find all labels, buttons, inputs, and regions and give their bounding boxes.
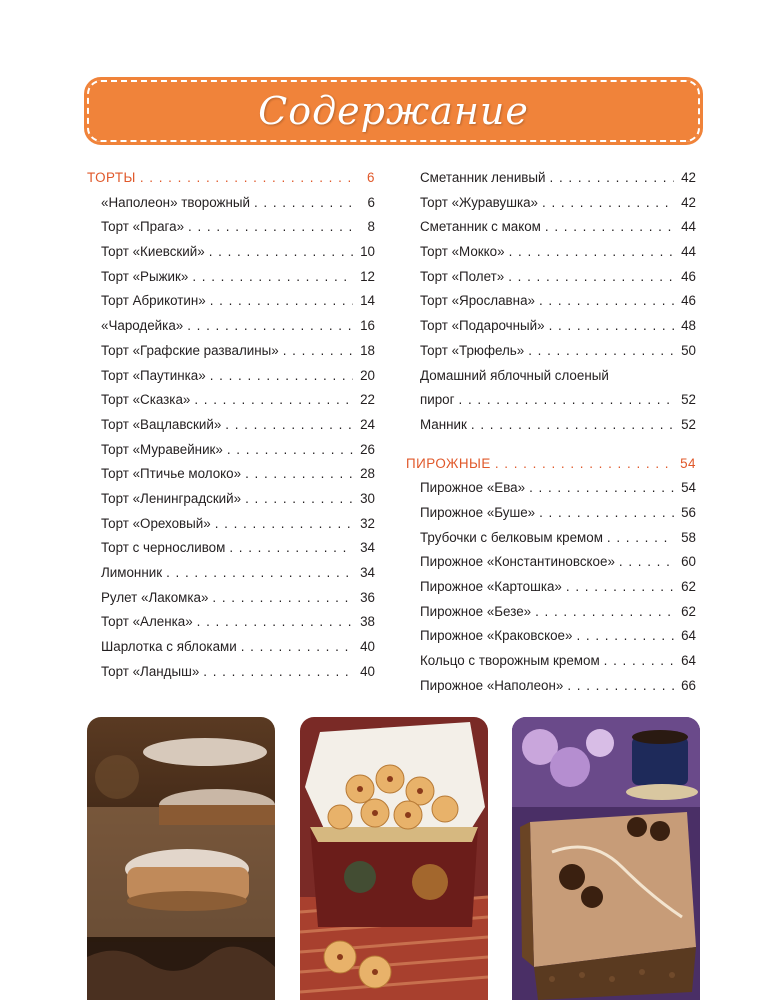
- toc-entry-page: 8: [367, 219, 375, 235]
- toc-leader-dots: [225, 413, 353, 438]
- toc-entry-page: 20: [360, 367, 375, 383]
- toc-leader-dots: [241, 635, 353, 660]
- toc-entry[interactable]: [406, 600, 696, 625]
- toc-entry-title: Шарлотка с яблоками: [101, 639, 237, 655]
- leningrad-cake-photo: [512, 717, 700, 1000]
- toc-entry-title: Манник: [420, 416, 467, 432]
- toc-leader-dots: [550, 166, 674, 191]
- toc-leader-dots: [187, 314, 353, 339]
- toc-entry-title: Торт «Сказка»: [101, 392, 191, 408]
- toc-entry[interactable]: [87, 191, 375, 216]
- toc-entry[interactable]: [87, 561, 375, 586]
- toc-entry-page: 58: [681, 529, 696, 545]
- toc-entry-title: Торт «Трюфель»: [420, 342, 525, 358]
- toc-entry-title: Пирожное «Константиновское»: [420, 554, 615, 570]
- toc-entry[interactable]: [406, 624, 696, 649]
- toc-section-pastries[interactable]: [406, 452, 696, 477]
- toc-entry-page: 28: [360, 466, 375, 482]
- toc-entry-page: 52: [681, 416, 696, 432]
- toc-leader-dots: [508, 265, 674, 290]
- toc-right-column: [406, 166, 696, 698]
- toc-entry-title: Торт «Журавушка»: [420, 194, 538, 210]
- toc-leader-dots: [140, 166, 353, 191]
- toc-entry[interactable]: [406, 413, 696, 438]
- toc-entry-page: 42: [681, 170, 696, 185]
- toc-entry[interactable]: [87, 438, 375, 463]
- toc-entry[interactable]: [87, 635, 375, 660]
- toc-leader-dots: [192, 265, 353, 290]
- toc-entry-title-line1: Домашний яблочный слоеный: [420, 367, 609, 383]
- toc-leader-dots: [509, 240, 674, 265]
- toc-entry-page: 42: [681, 194, 696, 210]
- toc-entry[interactable]: [406, 314, 696, 339]
- toc-entry-title: Торт «Прага»: [101, 219, 185, 235]
- toc-entry-page: 14: [360, 293, 375, 309]
- toc-entry[interactable]: [406, 649, 696, 674]
- toc-entry-page: 66: [681, 677, 696, 693]
- toc-leader-dots: [607, 526, 674, 551]
- toc-leader-dots: [166, 561, 353, 586]
- toc-entry-page: 64: [681, 653, 696, 669]
- toc-entry[interactable]: [406, 215, 696, 240]
- toc-section-cakes[interactable]: [87, 166, 375, 191]
- toc-leader-dots: [566, 575, 674, 600]
- toc-entry-title: Торт «Киевский»: [101, 244, 205, 260]
- toc-entry-page: 50: [681, 342, 696, 358]
- toc-entry-page: 64: [681, 628, 696, 644]
- toc-entry[interactable]: [87, 660, 375, 685]
- toc-entry[interactable]: [406, 501, 696, 526]
- toc-entry-title: Пирожное «Картошка»: [420, 579, 562, 594]
- toc-entry[interactable]: [406, 191, 696, 216]
- toc-leader-dots: [539, 501, 674, 526]
- toc-entry-title: Торт «Ореховый»: [101, 515, 211, 531]
- toc-leader-dots: [549, 314, 674, 339]
- eclair-photo: [87, 717, 275, 1000]
- toc-entry-page: 12: [360, 268, 375, 284]
- toc-entry-page: 56: [681, 504, 696, 520]
- toc-leader-dots: [535, 600, 674, 625]
- toc-entry[interactable]: [87, 413, 375, 438]
- toc-leader-dots: [212, 586, 353, 611]
- toc-entry-page: 10: [360, 244, 375, 260]
- toc-leader-dots: [254, 191, 353, 216]
- toc-leader-dots: [194, 388, 353, 413]
- toc-section-title: ТОРТЫ: [87, 170, 136, 185]
- toc-entry[interactable]: [87, 240, 375, 265]
- toc-entry-page: 34: [360, 565, 375, 580]
- toc-leader-dots: [188, 215, 353, 240]
- toc-entry[interactable]: [406, 339, 696, 364]
- toc-entry[interactable]: [87, 610, 375, 635]
- toc-entry-title: Пирожное «Буше»: [420, 504, 536, 520]
- toc-entry-page: 40: [360, 639, 375, 655]
- toc-entry-title: Пирожное «Безе»: [420, 603, 532, 619]
- toc-section-page: 6: [367, 170, 375, 185]
- toc-entry[interactable]: [406, 674, 696, 699]
- toc-entry[interactable]: [406, 364, 696, 413]
- toc-entry-title: Торт «Паутинка»: [101, 367, 206, 383]
- toc-leader-dots: [528, 339, 674, 364]
- toc-entry-page: 46: [681, 268, 696, 284]
- toc-leader-dots: [567, 674, 674, 699]
- toc-entry-title: Торт «Вацлавский»: [101, 416, 222, 432]
- toc-entry-title: Торт «Муравейник»: [101, 441, 223, 457]
- toc-leader-dots: [471, 413, 674, 438]
- toc-leader-dots: [495, 452, 674, 477]
- toc-entry-title: Сметанник ленивый: [420, 170, 546, 185]
- toc-entry-title: Торт Абрикотин»: [101, 293, 206, 309]
- toc-section-page: 54: [680, 455, 696, 471]
- toc-left-column: [87, 166, 375, 684]
- toc-entry[interactable]: [87, 314, 375, 339]
- toc-entry-title: Лимонник: [101, 565, 163, 580]
- toc-entry-page: 44: [681, 219, 696, 235]
- toc-entry[interactable]: [87, 462, 375, 487]
- toc-leader-dots: [210, 289, 353, 314]
- toc-entry-page: 48: [681, 318, 696, 334]
- toc-entry-title: Торт «Ярославна»: [420, 293, 535, 309]
- toc-entry[interactable]: [406, 550, 696, 575]
- toc-entry-page: 52: [681, 392, 696, 408]
- toc-entry-page: 60: [681, 554, 696, 570]
- toc-entry-title: Сметанник с маком: [420, 219, 541, 235]
- toc-leader-dots: [576, 624, 674, 649]
- toc-leader-dots: [604, 649, 674, 674]
- toc-entry[interactable]: [406, 166, 696, 191]
- toc-leader-dots: [542, 191, 674, 216]
- toc-entry-page: 62: [681, 603, 696, 619]
- toc-entry[interactable]: [87, 487, 375, 512]
- toc-entry[interactable]: [87, 388, 375, 413]
- toc-entry[interactable]: [406, 240, 696, 265]
- toc-entry[interactable]: [87, 586, 375, 611]
- toc-leader-dots: [215, 512, 353, 537]
- toc-entry-title: Пирожное «Наполеон»: [420, 677, 564, 693]
- toc-section-title: ПИРОЖНЫЕ: [406, 455, 491, 471]
- toc-entry[interactable]: [87, 512, 375, 537]
- toc-entry-page: 36: [360, 589, 375, 605]
- toc-entry-page: 62: [681, 579, 696, 594]
- toc-entry-title: Пирожное «Ева»: [420, 480, 526, 496]
- toc-entry[interactable]: [406, 289, 696, 314]
- toc-entry-title: Торт «Ленинградский»: [101, 490, 242, 506]
- toc-leader-dots: [539, 289, 674, 314]
- toc-entry-page: 44: [681, 244, 696, 260]
- toc-leader-dots: [197, 610, 353, 635]
- toc-leader-dots: [203, 660, 353, 685]
- toc-entry-page: 22: [360, 392, 375, 408]
- toc-entry-title: Торт «Подарочный»: [420, 318, 545, 334]
- toc-entry-title: Торт «Графские развалины»: [101, 342, 279, 358]
- toc-entry[interactable]: [406, 526, 696, 551]
- toc-entry-page: 6: [367, 194, 375, 210]
- toc-entry-title: «Чародейка»: [101, 318, 184, 334]
- toc-entry[interactable]: [406, 575, 696, 600]
- toc-entry[interactable]: [87, 215, 375, 240]
- toc-leader-dots: [229, 536, 353, 561]
- toc-leader-dots: [529, 476, 674, 501]
- toc-entry-title: Торт «Рыжик»: [101, 268, 189, 284]
- toc-entry-title: Торт «Ландыш»: [101, 663, 200, 679]
- toc-leader-dots: [227, 438, 353, 463]
- toc-leader-dots: [209, 240, 353, 265]
- toc-entry-page: 26: [360, 441, 375, 457]
- toc-entry-page: 24: [360, 416, 375, 432]
- title-banner: [87, 80, 700, 142]
- toc-entry-page: 30: [360, 490, 375, 506]
- toc-entry[interactable]: [406, 265, 696, 290]
- toc-leader-dots: [210, 364, 353, 389]
- toc-entry-title: Кольцо с творожным кремом: [420, 653, 600, 669]
- toc-leader-dots: [459, 388, 674, 413]
- toc-entry-title: Торт «Мокко»: [420, 244, 505, 260]
- toc-entry-title: Рулет «Лакомка»: [101, 589, 209, 605]
- toc-entry-title: Торт «Птичье молоко»: [101, 466, 242, 482]
- toc-entry-title: пирог: [420, 392, 455, 408]
- toc-entry-page: 18: [360, 342, 375, 358]
- toc-leader-dots: [283, 339, 353, 364]
- toc-entry-page: 34: [360, 540, 375, 556]
- toc-entry[interactable]: [87, 536, 375, 561]
- toc-entry-title: Пирожное «Краковское»: [420, 628, 573, 644]
- toc-entry[interactable]: [406, 476, 696, 501]
- toc-entry-page: 54: [681, 480, 696, 496]
- toc-leader-dots: [545, 215, 674, 240]
- cookie-tin-photo: [300, 717, 488, 1000]
- toc-leader-dots: [245, 487, 353, 512]
- toc-entry-page: 16: [360, 318, 375, 334]
- toc-leader-dots: [619, 550, 674, 575]
- toc-entry-page: 32: [360, 515, 375, 531]
- toc-entry-title: «Наполеон» творожный: [101, 194, 250, 210]
- toc-entry-page: 46: [681, 293, 696, 309]
- toc-entry[interactable]: [87, 289, 375, 314]
- toc-entry-title: Торт «Полет»: [420, 268, 505, 284]
- toc-entry[interactable]: [87, 364, 375, 389]
- toc-entry[interactable]: [87, 265, 375, 290]
- toc-entry-title: Трубочки с белковым кремом: [420, 529, 603, 545]
- toc-leader-dots: [245, 462, 353, 487]
- toc-entry[interactable]: [87, 339, 375, 364]
- toc-entry-title: Торт «Аленка»: [101, 614, 193, 630]
- toc-entry-page: 38: [360, 614, 375, 630]
- toc-entry-page: 40: [360, 663, 375, 679]
- page-title: Содержание: [258, 89, 529, 133]
- toc-entry-title: Торт с черносливом: [101, 540, 226, 556]
